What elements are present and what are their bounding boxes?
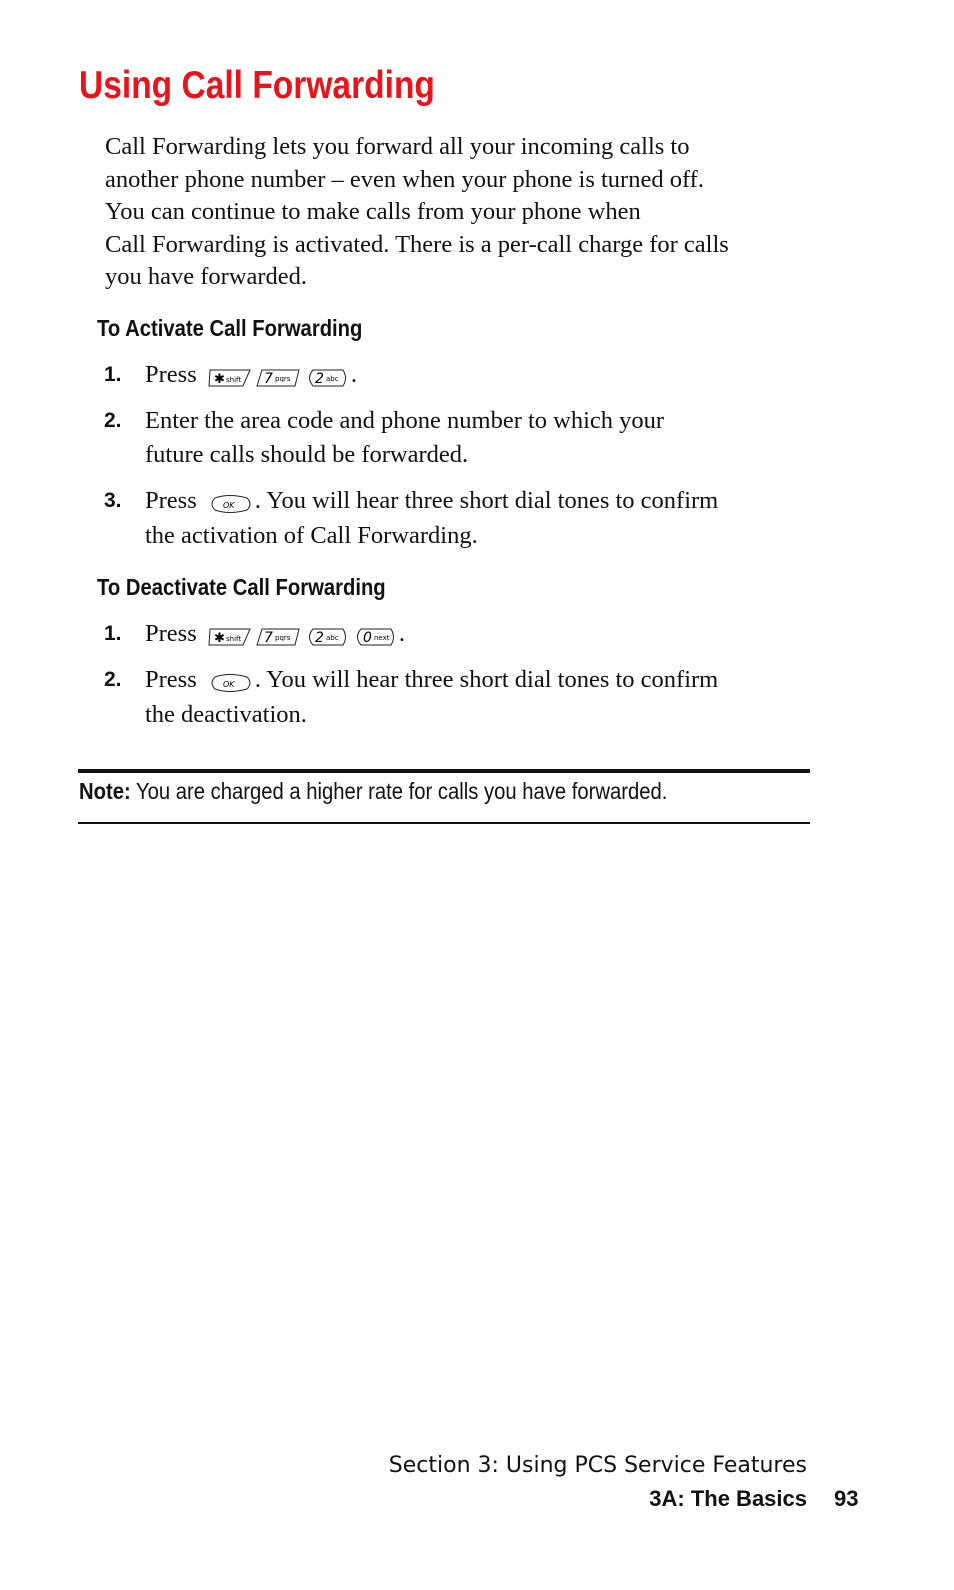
step-after-text: . bbox=[398, 620, 405, 647]
key-sub-label: abc bbox=[325, 374, 339, 383]
key-main-label: ✱ bbox=[213, 630, 225, 646]
key-main-label: 2 bbox=[314, 629, 324, 646]
step-press-text: Press bbox=[145, 620, 197, 647]
zero-next-key-icon bbox=[351, 627, 397, 647]
footer-chapter-title: 3A: The Basics bbox=[649, 1486, 807, 1511]
key-sequence bbox=[207, 618, 399, 652]
two-abc-key-icon bbox=[303, 368, 349, 388]
step-after-text: . You will hear three short dial tones to confirm bbox=[254, 666, 719, 693]
intro-line: Call Forwarding is activated. There is a per-call charge for calls bbox=[105, 230, 729, 258]
step-number: 2. bbox=[104, 409, 122, 432]
step-number: 3. bbox=[104, 489, 122, 512]
note-label: Note: bbox=[79, 778, 131, 804]
page-title: Using Call Forwarding bbox=[79, 64, 435, 107]
ok-key-icon bbox=[207, 673, 253, 693]
key-sub-label: next bbox=[373, 633, 390, 642]
step-number: 1. bbox=[104, 363, 122, 386]
step-number: 1. bbox=[104, 622, 122, 645]
step-press-text: Press bbox=[145, 487, 197, 514]
star-shift-key-icon bbox=[207, 627, 253, 647]
intro-line: Call Forwarding lets you forward all your incoming calls to bbox=[105, 133, 690, 160]
key-sequence bbox=[207, 359, 351, 393]
note-top-rule bbox=[78, 769, 810, 773]
note-bottom-rule bbox=[78, 822, 810, 824]
intro-line: You can continue to make calls from your phone when bbox=[105, 198, 641, 225]
intro-line: another phone number – even when your phone is turned off. bbox=[105, 165, 704, 193]
step-press-text: Press bbox=[145, 361, 197, 388]
two-abc-key-icon bbox=[303, 627, 349, 647]
step-press-text: Press bbox=[145, 666, 197, 693]
seven-pqrs-key-icon bbox=[255, 627, 301, 647]
key-main-label: 7 bbox=[263, 370, 273, 387]
note-text: You are charged a higher rate for calls you have forwarded. bbox=[135, 778, 668, 804]
key-sub-label: abc bbox=[325, 633, 339, 642]
key-sub-label: shift bbox=[225, 375, 241, 384]
step-after-text: . bbox=[350, 361, 357, 388]
seven-pqrs-key-icon bbox=[255, 368, 301, 388]
key-sub-label: pqrs bbox=[274, 633, 291, 642]
step-text-line: the activation of Call Forwarding. bbox=[145, 522, 478, 550]
key-main-label: 0 bbox=[362, 629, 372, 646]
deactivate-heading: To Deactivate Call Forwarding bbox=[97, 574, 386, 600]
key-sub-label: pqrs bbox=[274, 374, 291, 383]
key-main-label: 2 bbox=[314, 370, 324, 387]
key-main-label: ✱ bbox=[213, 371, 225, 387]
ok-key-icon bbox=[207, 494, 253, 514]
intro-line: you have forwarded. bbox=[105, 263, 308, 290]
note bbox=[79, 774, 667, 808]
step-text-line: Enter the area code and phone number to which your bbox=[145, 407, 665, 434]
page-number: 93 bbox=[834, 1486, 859, 1511]
key-main-label: OK bbox=[222, 679, 235, 689]
activate-heading: To Activate Call Forwarding bbox=[97, 315, 363, 341]
intro-paragraph bbox=[105, 131, 825, 294]
key-main-label: OK bbox=[222, 500, 235, 510]
key-main-label: 7 bbox=[263, 629, 273, 646]
footer-section-title: Section 3: Using PCS Service Features bbox=[388, 1453, 807, 1478]
step-after-text: . You will hear three short dial tones to confirm bbox=[254, 487, 719, 514]
step-number: 2. bbox=[104, 668, 122, 691]
step-text-line: future calls should be forwarded. bbox=[145, 441, 469, 468]
star-shift-key-icon bbox=[207, 368, 253, 388]
key-sequence bbox=[207, 485, 255, 519]
key-sequence bbox=[207, 664, 255, 698]
step-text-line: the deactivation. bbox=[145, 701, 307, 729]
key-sub-label: shift bbox=[225, 634, 241, 643]
